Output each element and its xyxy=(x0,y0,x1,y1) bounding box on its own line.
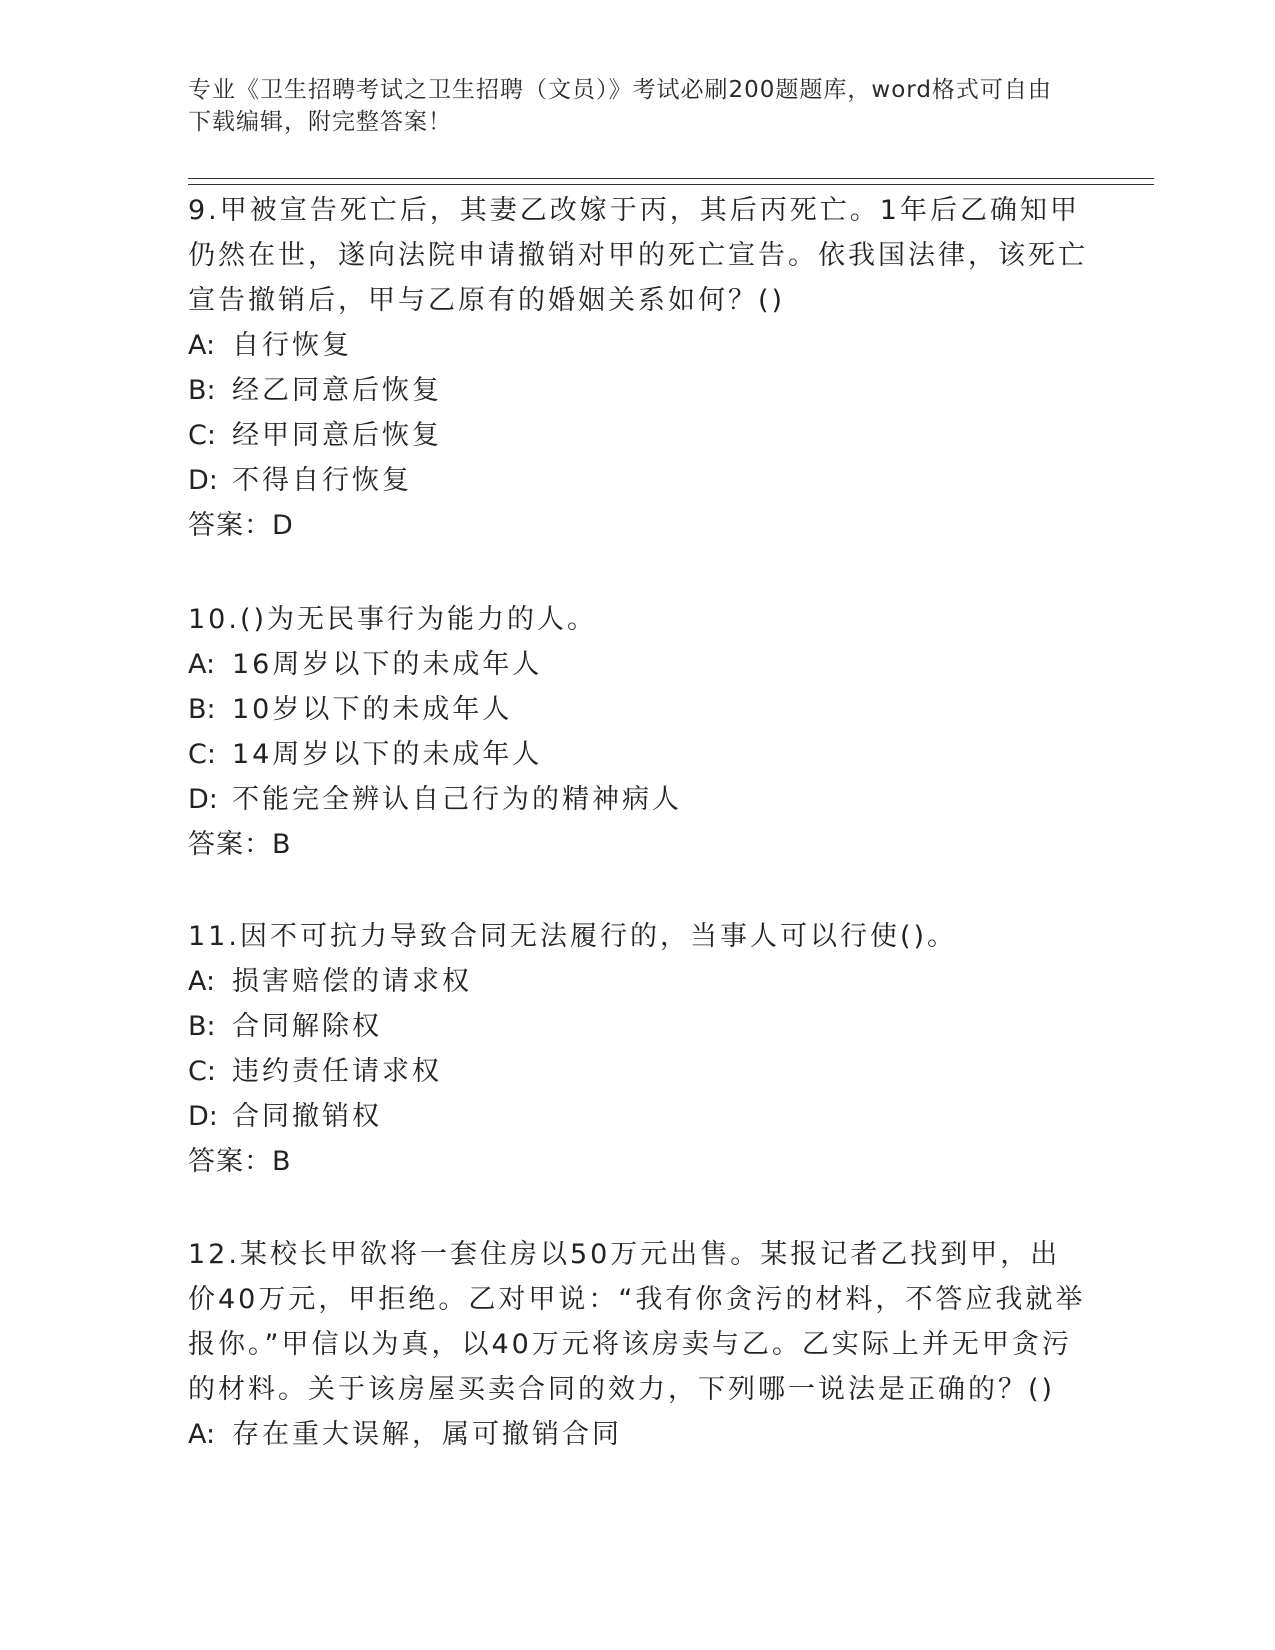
option-text: 合同解除权 xyxy=(232,1011,382,1042)
option-text: 经甲同意后恢复 xyxy=(232,420,442,451)
option-a xyxy=(188,323,1088,368)
option-b xyxy=(188,687,1088,732)
option-a xyxy=(188,642,1088,687)
question-stem: 9.甲被宣告死亡后，其妻乙改嫁于丙，其后丙死亡。1年后乙确知甲仍然在世，遂向法院申请撤销对甲的死亡宣告。依我国法律，该死亡宣告撤销后，甲与乙原有的婚姻关系如何？() xyxy=(188,195,1088,316)
option-key: D: xyxy=(188,465,218,496)
option-c xyxy=(188,732,1088,777)
answer-line: 答案：B xyxy=(188,1146,292,1177)
option-key: A: xyxy=(188,966,216,997)
option-text: 经乙同意后恢复 xyxy=(232,375,442,406)
question-stem: 10.()为无民事行为能力的人。 xyxy=(188,604,598,635)
question-11 xyxy=(188,914,1088,1184)
question-stem: 11.因不可抗力导致合同无法履行的，当事人可以行使()。 xyxy=(188,921,958,952)
option-text: 不能完全辨认自己行为的精神病人 xyxy=(232,784,682,815)
option-text: 损害赔偿的请求权 xyxy=(232,966,472,997)
option-d xyxy=(188,777,1088,822)
option-text: 存在重大误解，属可撤销合同 xyxy=(232,1419,622,1450)
question-stem: 12.某校长甲欲将一套住房以50万元出售。某报记者乙找到甲，出价40万元，甲拒绝。乙对甲说：“我有你贪污的材料，不答应我就举报你。”甲信以为真，以40万元将该房卖与乙。乙实际上并无甲贪污的材料。关于该房屋买卖合同的效力，下列哪一说法是正确的？() xyxy=(188,1239,1086,1405)
option-key: B: xyxy=(188,694,216,725)
option-d xyxy=(188,1094,1088,1139)
option-b xyxy=(188,1004,1088,1049)
option-key: B: xyxy=(188,375,216,406)
option-d xyxy=(188,458,1088,503)
option-c xyxy=(188,1049,1088,1094)
option-text: 14周岁以下的未成年人 xyxy=(232,739,543,770)
option-key: D: xyxy=(188,784,218,815)
option-text: 违约责任请求权 xyxy=(232,1056,442,1087)
document-header: 专业《卫生招聘考试之卫生招聘（文员）》考试必刷200题题库，word格式可自由下载编辑，附完整答案！ xyxy=(188,77,1052,135)
question-10 xyxy=(188,597,1088,867)
header-divider-bottom xyxy=(188,184,1154,185)
option-a xyxy=(188,1412,1088,1457)
header-divider-top xyxy=(188,178,1154,179)
option-key: A: xyxy=(188,1419,216,1450)
option-key: C: xyxy=(188,1056,216,1087)
question-9 xyxy=(188,188,1088,548)
question-12 xyxy=(188,1232,1088,1457)
option-key: D: xyxy=(188,1101,218,1132)
option-c xyxy=(188,413,1088,458)
option-text: 不得自行恢复 xyxy=(232,465,412,496)
option-key: B: xyxy=(188,1011,216,1042)
option-key: C: xyxy=(188,420,216,451)
option-text: 10岁以下的未成年人 xyxy=(232,694,513,725)
option-text: 自行恢复 xyxy=(232,330,352,361)
option-key: A: xyxy=(188,649,216,680)
option-key: A: xyxy=(188,330,216,361)
option-b xyxy=(188,368,1088,413)
option-key: C: xyxy=(188,739,216,770)
answer-line: 答案：B xyxy=(188,829,292,860)
answer-line: 答案：D xyxy=(188,510,294,541)
option-text: 合同撤销权 xyxy=(232,1101,382,1132)
option-a xyxy=(188,959,1088,1004)
option-text: 16周岁以下的未成年人 xyxy=(232,649,543,680)
